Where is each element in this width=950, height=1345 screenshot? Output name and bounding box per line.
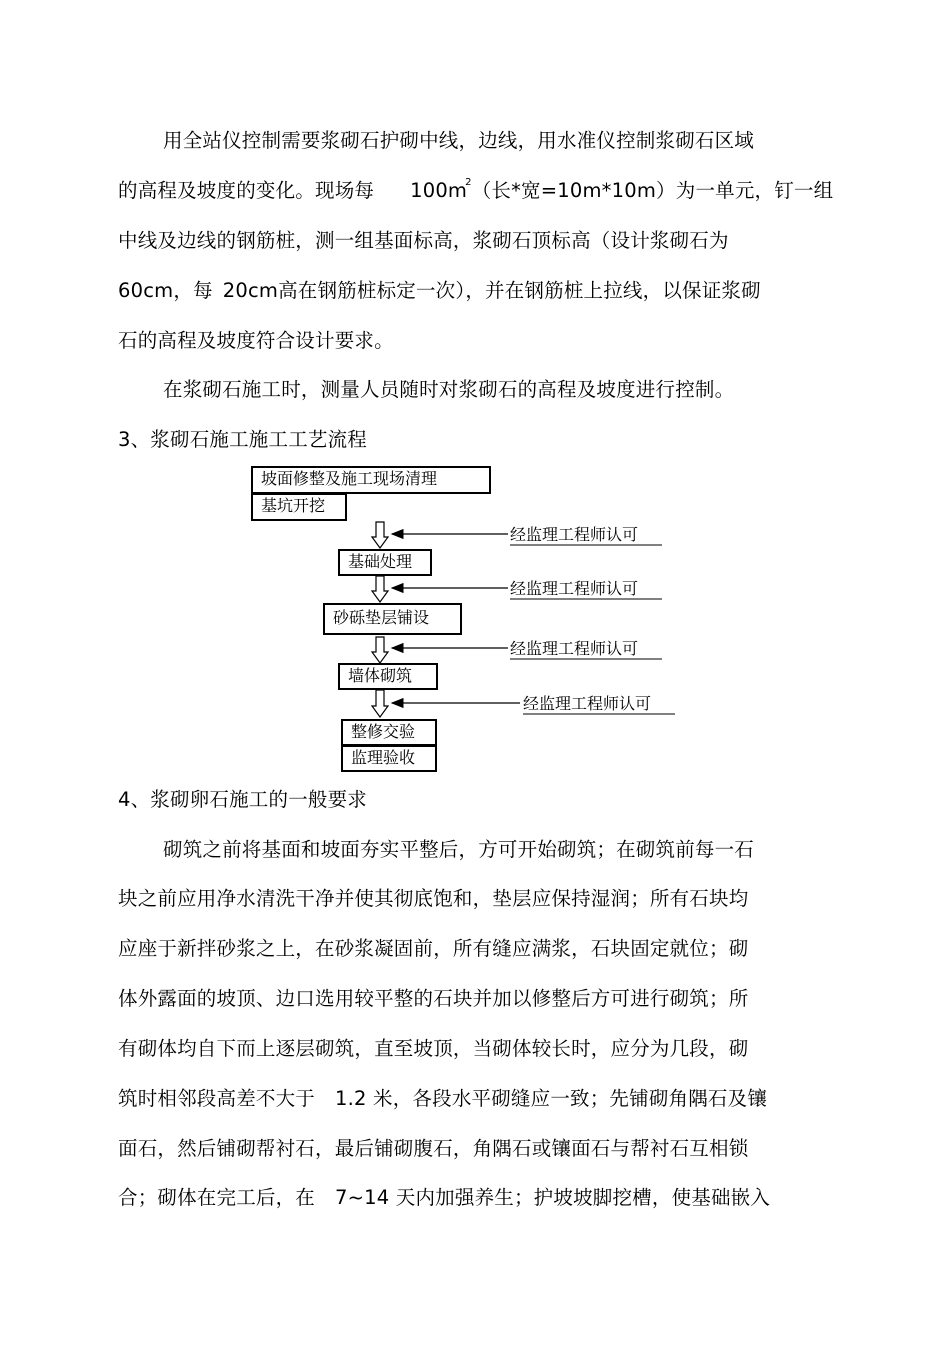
paragraph-line: 面石，然后铺砌帮衬石，最后铺砌腹石，角隅石或镶面石与帮衬石互相锁 [118,1137,749,1160]
flow-step-slope-trimming: 坡面修整及施工现场清理 [251,466,491,494]
approval-note: 经监理工程师认可 [523,694,652,713]
text-run: 的高程及坡度的变化。现场每 [118,179,375,202]
paragraph-line [118,1087,767,1111]
text-run: 20cm高在钢筋桩标定一次），并在钢筋桩上拉线，以保证浆砌 [222,279,761,302]
superscript: 2 [465,177,472,188]
text-run: 合；砌体在完工后，在 [118,1186,316,1209]
text-run: 1.2 米，各段水平砌缝应一致；先铺砌角隅石及镶 [335,1087,768,1110]
approval-note: 经监理工程师认可 [510,579,639,598]
approval-note: 经监理工程师认可 [510,525,639,544]
down-arrow-icon [372,576,388,602]
flow-step-foundation: 基础处理 [338,549,432,576]
down-arrow-icon [372,522,388,548]
paragraph-line: 中线及边线的钢筋桩，测一组基面标高，浆砌石顶标高（设计浆砌石为 [118,229,729,252]
paragraph-line [118,1186,770,1210]
flow-step-supervision-acceptance: 监理验收 [341,745,437,772]
down-arrow-icon [372,637,388,663]
approval-note: 经监理工程师认可 [510,639,639,658]
text-run: 60cm，每 [118,279,213,302]
flow-step-wall-masonry: 墙体砌筑 [338,663,438,690]
paragraph-line: 石的高程及坡度符合设计要求。 [118,329,394,352]
paragraph-line: 砌筑之前将基面和坡面夯实平整后，方可开始砌筑；在砌筑前每一石 [163,838,755,861]
paragraph-line: 在浆砌石施工时，测量人员随时对浆砌石的高程及坡度进行控制。 [163,378,735,401]
text-run: （长*宽=10m*10m）为一单元，钉一组 [471,179,834,202]
paragraph-line: 用全站仪控制需要浆砌石护砌中线，边线，用水准仪控制浆砌石区域 [163,129,755,152]
flow-step-excavation: 基坑开挖 [251,493,347,521]
flow-step-gravel-cushion: 砂砾垫层铺设 [323,603,462,635]
text-run: 7~14 天内加强养生；护坡坡脚挖槽，使基础嵌入 [335,1186,771,1209]
text-run: 筑时相邻段高差不大于 [118,1087,316,1110]
section-heading: 3、浆砌石施工施工工艺流程 [118,428,368,451]
text-run: 100m [410,179,468,202]
down-arrow-icon [372,690,388,717]
section-heading: 4、浆砌卵石施工的一般要求 [118,788,368,811]
paragraph-line: 应座于新拌砂浆之上，在砂浆凝固前，所有缝应满浆，石块固定就位；砌 [118,937,749,960]
flow-step-trim-handover: 整修交验 [341,719,437,746]
paragraph-line: 有砌体均自下而上逐层砌筑，直至坡顶，当砌体较长时，应分为几段，砌 [118,1037,749,1060]
paragraph-line: 体外露面的坡顶、边口选用较平整的石块并加以修整后方可进行砌筑；所 [118,987,749,1010]
paragraph-line: 块之前应用净水清洗干净并使其彻底饱和，垫层应保持湿润；所有石块均 [118,887,749,910]
